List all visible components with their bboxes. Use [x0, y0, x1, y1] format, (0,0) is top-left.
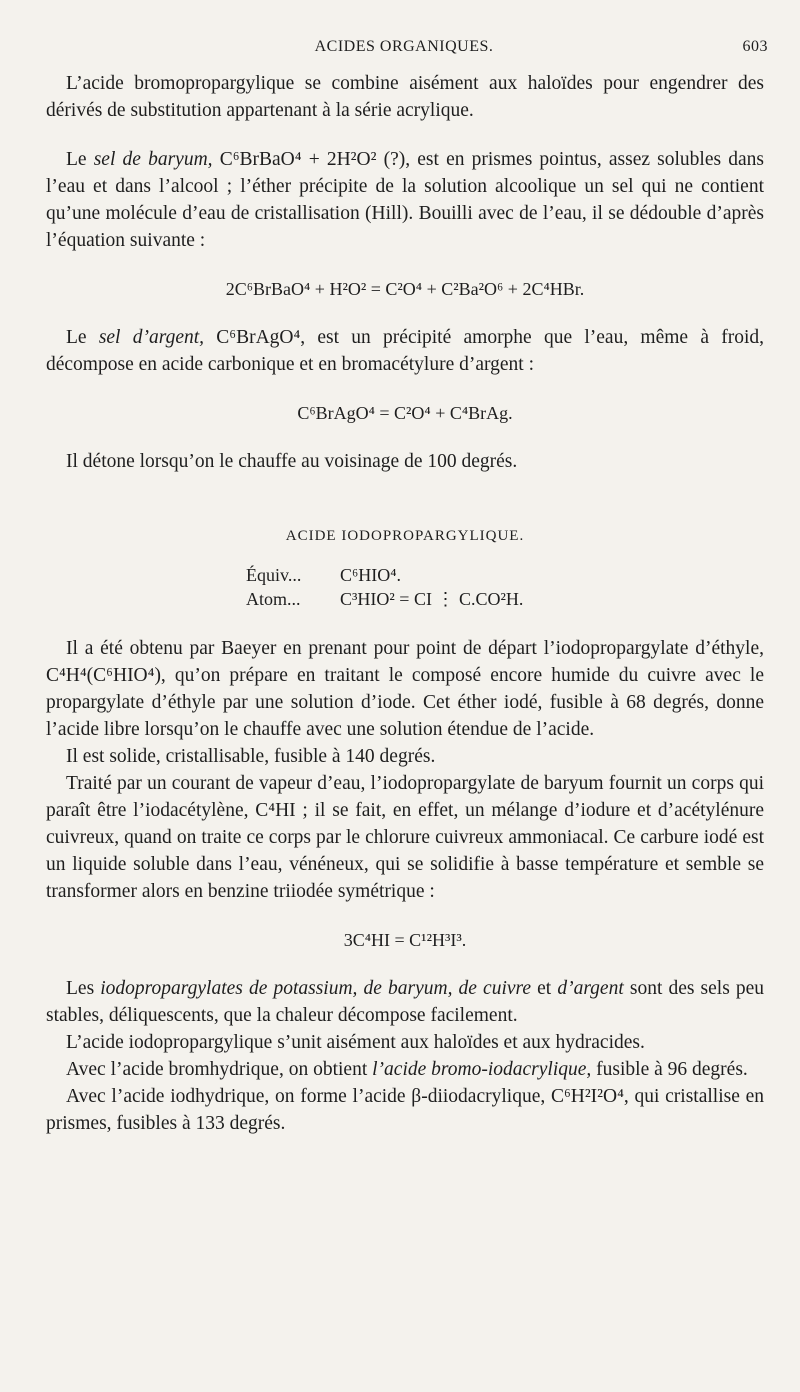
header-title: ACIDES ORGANIQUES.: [314, 38, 494, 55]
formula-equiv: [246, 563, 764, 587]
text-run: et: [531, 978, 558, 999]
text-run: Le: [66, 149, 94, 170]
italic-text: sel de baryum,: [93, 149, 213, 170]
running-header: [40, 38, 768, 62]
text-run: Le: [66, 327, 99, 348]
paragraph: L’acide bromopropargylique se combine aisément aux haloïdes pour engendrer des dérivés de substitution appartenant à la série acrylique.: [46, 73, 764, 121]
paragraph: [46, 1056, 764, 1083]
italic-text: d’argent: [557, 978, 624, 999]
text-run: sont des sels peu stables, déliquescents, que la chaleur décompose facilement.: [46, 978, 765, 1026]
formula-atom: [246, 587, 764, 611]
paragraph: [46, 975, 764, 1029]
page-number: 603: [742, 38, 768, 55]
italic-text: sel d’argent,: [98, 327, 205, 348]
italic-text: iodopropargylates de potassium, de baryum, de cuivre: [100, 978, 532, 999]
equation: 3C⁴HI = C¹²H³I³.: [343, 930, 467, 950]
text-run: Les: [66, 978, 101, 999]
paragraph: Il est solide, cristallisable, fusible à 140 degrés.: [66, 746, 436, 767]
paragraph: Il a été obtenu par Baeyer en prenant pour point de départ l’iodopropargylate d’éthyle, C⁴H⁴(C⁶HIO⁴), qu’on prépare en traitant le composé encore humide du cuivre avec le propargylate d’éthyle par une solution d’iode. Cet éther iodé, fusible à 68 degrés, donne l’acide libre lorsqu’on le chauffe avec une solution étendue de l’acide.: [46, 638, 764, 740]
paragraph: L’acide iodopropargylique s’unit aisément aux haloïdes et aux hydracides.: [66, 1032, 645, 1053]
paragraph: [46, 324, 764, 378]
text-run: fusible à 96 degrés.: [591, 1059, 748, 1080]
atom-label: Atom...: [246, 589, 301, 609]
section-title: ACIDE IODOPROPARGYLIQUE.: [285, 528, 525, 544]
paragraph: Il détone lorsqu’on le chauffe au voisinage de 100 degrés.: [66, 451, 518, 472]
atom-value: C³HIO² = CI ⋮ C.CO²H.: [340, 589, 524, 609]
paragraph: Avec l’acide iodhydrique, on forme l’acide β-diiodacrylique, C⁶H²I²O⁴, qui cristallise en prismes, fusibles à 133 degrés.: [46, 1086, 764, 1134]
text-run: C⁶BrAgO⁴, est un précipité amorphe que l’eau, même à froid, décompose en acide carbonique et en bromacétylure d’argent :: [46, 327, 764, 375]
page-body: [46, 70, 764, 1137]
equation: C⁶BrAgO⁴ = C²O⁴ + C⁴BrAg.: [297, 403, 513, 423]
equiv-value: C⁶HIO⁴.: [340, 565, 402, 585]
text-run: Avec l’acide bromhydrique, on obtient: [66, 1059, 373, 1080]
paragraph: Traité par un courant de vapeur d’eau, l’iodopropargylate de baryum fournit un corps qui paraît être l’iodacétylène, C⁴HI ; il se fait, en effet, un mélange d’iodure et d’acétylénure cuivreux, quand on traite ce corps par le chlorure cuivreux ammoniacal. Ce carbure iodé est un liquide soluble dans l’eau, vénéneux, qui se solidifie à basse température et semble se transformer alors en benzine triiodée symétrique :: [46, 773, 764, 902]
equiv-label: Équiv...: [246, 565, 302, 585]
equation: 2C⁶BrBaO⁴ + H²O² = C²O⁴ + C²Ba²O⁶ + 2C⁴HBr.: [225, 279, 585, 299]
paragraph: [46, 146, 764, 254]
italic-text: l’acide bromo-iodacrylique,: [372, 1059, 592, 1080]
text-run: C⁶BrBaO⁴ + 2H²O² (?), est en prismes pointus, assez solubles dans l’eau et dans l’alcool ; l’éther précipite de la solution alcoolique un sel qui ne contient qu’une molécule d’eau de cristallisation (Hill). Bouilli avec de l’eau, il se dédouble d’après l’équation suivante :: [46, 149, 764, 251]
